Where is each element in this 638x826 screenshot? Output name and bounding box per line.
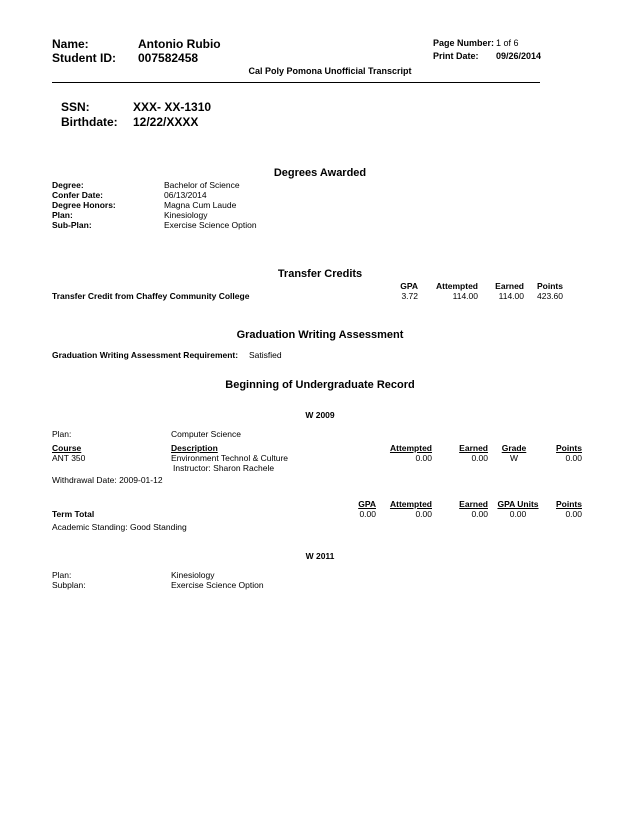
degree-label: Degree: xyxy=(52,180,84,190)
page-number: 1 of 6 xyxy=(496,38,519,48)
student-id: 007582458 xyxy=(138,51,199,65)
course-points: 0.00 xyxy=(565,453,582,463)
term-plan-value: Computer Science xyxy=(171,429,241,439)
col-grade: Grade xyxy=(501,443,527,453)
term-total-points: 0.00 xyxy=(565,509,582,519)
degree-plan-label: Plan: xyxy=(52,210,73,220)
print-date-label: Print Date: xyxy=(433,51,479,61)
withdrawal-date: Withdrawal Date: 2009-01-12 xyxy=(52,475,163,485)
term-total-gpa-units: 0.00 xyxy=(509,509,527,519)
degree-honors-label: Degree Honors: xyxy=(52,200,116,210)
term2-subplan-value: Exercise Science Option xyxy=(171,580,264,590)
degrees-heading: Degrees Awarded xyxy=(273,167,367,179)
gwa-label: Graduation Writing Assessment Requirement: xyxy=(52,350,239,360)
confer-date-value: 06/13/2014 xyxy=(164,190,207,200)
transfer-heading: Transfer Credits xyxy=(277,268,363,280)
term-total-label: Term Total xyxy=(52,509,95,519)
header-divider xyxy=(52,82,540,83)
course-earned: 0.00 xyxy=(471,453,488,463)
degree-subplan-label: Sub-Plan: xyxy=(52,220,92,230)
ssn-value: XXX- XX-1310 xyxy=(133,100,212,114)
student-id-label: Student ID: xyxy=(52,51,116,65)
transfer-gpa: 3.72 xyxy=(401,291,418,301)
degree-plan-value: Kinesiology xyxy=(164,210,208,220)
academic-standing: Academic Standing: Good Standing xyxy=(52,522,187,532)
ssn-label: SSN: xyxy=(61,100,90,114)
gwa-heading: Graduation Writing Assessment xyxy=(236,329,404,341)
term2-title: W 2011 xyxy=(305,551,335,561)
course-description: Environment Technol & Culture xyxy=(171,453,289,463)
totals-col-points: Points xyxy=(556,499,582,509)
term-title: W 2009 xyxy=(305,410,335,420)
totals-col-gpa-units: GPA Units xyxy=(497,499,539,509)
col-earned: Earned xyxy=(459,443,488,453)
transfer-col-gpa: GPA xyxy=(400,281,418,291)
course-grade: W xyxy=(509,453,519,463)
totals-col-attempted: Attempted xyxy=(389,499,432,509)
col-attempted: Attempted xyxy=(389,443,432,453)
term-total-earned: 0.00 xyxy=(471,509,488,519)
col-description: Description xyxy=(171,443,218,453)
term-total-gpa: 0.00 xyxy=(359,509,376,519)
transfer-col-attempted: Attempted xyxy=(435,281,478,291)
page-number-label: Page Number: xyxy=(433,38,495,48)
confer-date-label: Confer Date: xyxy=(52,190,104,200)
totals-col-earned: Earned xyxy=(459,499,488,509)
print-date: 09/26/2014 xyxy=(496,51,542,61)
degree-value: Bachelor of Science xyxy=(164,180,240,190)
name-label: Name: xyxy=(52,37,89,51)
document-title: Cal Poly Pomona Unofficial Transcript xyxy=(248,66,412,76)
birthdate-value: 12/22/XXXX xyxy=(133,115,199,129)
student-name: Antonio Rubio xyxy=(138,37,221,51)
term2-plan-label: Plan: xyxy=(52,570,72,580)
transfer-points: 423.60 xyxy=(537,291,563,301)
transfer-earned: 114.00 xyxy=(498,291,524,301)
transfer-col-points: Points xyxy=(537,281,563,291)
transfer-col-earned: Earned xyxy=(495,281,524,291)
course-code: ANT 350 xyxy=(52,453,86,463)
course-attempted: 0.00 xyxy=(415,453,432,463)
degree-honors-value: Magna Cum Laude xyxy=(164,200,237,210)
course-instructor: Instructor: Sharon Rachele xyxy=(173,463,275,473)
col-points: Points xyxy=(556,443,582,453)
record-heading: Beginning of Undergraduate Record xyxy=(225,379,415,391)
gwa-value: Satisfied xyxy=(249,350,282,360)
transfer-source: Transfer Credit from Chaffey Community College xyxy=(52,291,250,301)
term-plan-label: Plan: xyxy=(52,429,72,439)
term-total-attempted: 0.00 xyxy=(415,509,432,519)
degree-subplan-value: Exercise Science Option xyxy=(164,220,257,230)
term2-subplan-label: Subplan: xyxy=(52,580,86,590)
term2-plan-value: Kinesiology xyxy=(171,570,215,580)
totals-col-gpa: GPA xyxy=(358,499,376,509)
col-course: Course xyxy=(52,443,82,453)
birthdate-label: Birthdate: xyxy=(61,115,118,129)
transfer-attempted: 114.00 xyxy=(452,291,478,301)
